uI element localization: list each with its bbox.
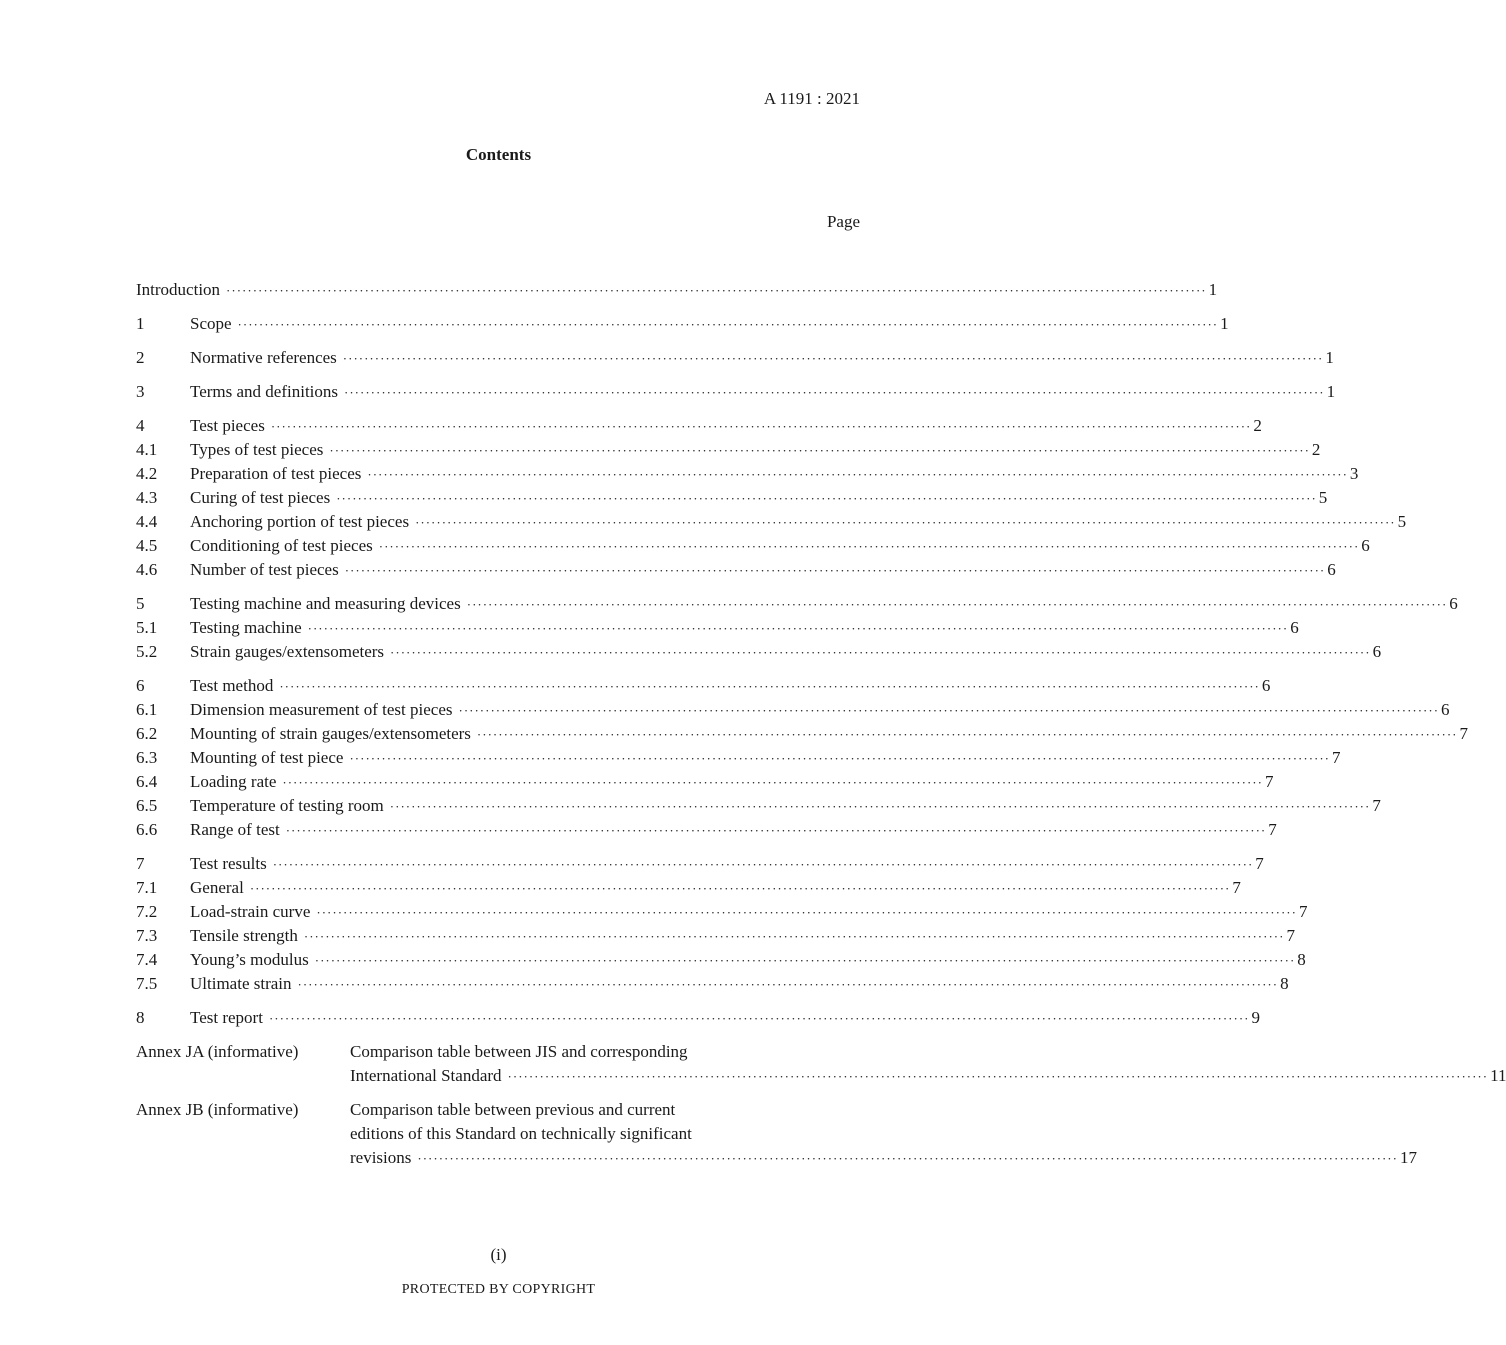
dot-leader [458,699,1439,723]
toc-entry-title: Mounting of test piece [190,748,344,767]
toc-entry-number: 6 [136,676,145,695]
toc-entry-page: 1 [1326,382,1336,401]
toc-entry-page: 1 [1325,348,1334,367]
dot-leader [344,381,1325,405]
toc-entry-title: Temperature of testing room [190,796,384,815]
toc-entry-title: Conditioning of test pieces [190,536,373,555]
toc-entry-page: 1 [1208,280,1218,299]
toc-entry[interactable] [136,616,1299,640]
toc-entry-page: 5 [1397,512,1407,531]
toc-entry-title: Test method [190,676,274,695]
toc-entry-title: Test report [190,1008,263,1027]
toc-entry-title: Curing of test pieces [190,488,331,507]
toc-entry-page: 6 [1327,560,1336,579]
toc-entry-page: 7 [1268,820,1277,839]
toc-entry[interactable] [136,414,1262,438]
toc-entry-number: 5 [136,594,145,613]
toc-entry-title: Test pieces [190,416,265,435]
toc-entry-title: Scope [190,314,232,333]
toc-entry[interactable] [136,462,1359,486]
toc-entry-title: Anchoring portion of test pieces [190,512,410,531]
dot-leader [286,819,1267,843]
toc-entry-number: 6.1 [136,700,158,719]
toc-entry-number: 4.2 [136,464,158,483]
toc-entry-page: 2 [1253,416,1262,435]
toc-entry-title: Dimension measurement of test pieces [190,700,453,719]
copyright-notice: PROTECTED BY COPYRIGHT [401,1282,596,1297]
toc-entry[interactable] [136,380,1336,404]
toc-entry-title: Types of test pieces [190,440,324,459]
dot-leader [298,973,1279,997]
annex-title-line: Comparison table between JIS and corresponding [350,1042,688,1061]
toc-entry-page: 7 [1232,878,1241,897]
dot-leader [271,415,1252,439]
dot-leader [269,1007,1250,1031]
toc-entry-title: Normative references [190,348,337,367]
annex-page: 17 [1399,1148,1417,1167]
toc-entry-number: 4.1 [136,440,158,459]
toc-entry-number: 4.5 [136,536,158,555]
annex-title-line: International Standard [350,1066,502,1085]
dot-leader [304,925,1285,949]
toc-entry[interactable] [136,312,1229,336]
toc-entry[interactable] [136,852,1264,876]
dot-leader [308,617,1289,641]
page-folio: (i) [490,1245,507,1264]
dot-leader [367,463,1348,487]
toc-entry[interactable] [136,722,1468,746]
toc-entry[interactable] [136,278,1218,302]
toc-entry-number: 8 [136,1008,145,1027]
toc-entry[interactable] [136,510,1407,534]
toc-entry-page: 7 [1255,854,1264,873]
toc-entry[interactable] [136,924,1295,948]
toc-entry[interactable] [136,818,1277,842]
toc-entry-page: 6 [1449,594,1458,613]
toc-entry[interactable] [136,640,1382,664]
dot-leader [250,877,1231,901]
toc-entry[interactable] [136,534,1370,558]
toc-entry-page: 5 [1318,488,1328,507]
toc-entry[interactable] [136,558,1336,582]
dot-leader [415,511,1396,535]
annex-title [350,1040,1506,1088]
toc-entry-number: 7 [136,854,145,873]
dot-leader [417,1147,1398,1171]
toc-entry-title: Loading rate [190,772,277,791]
toc-entry[interactable] [136,770,1274,794]
dot-leader [390,641,1371,665]
toc-entry-number: 7.5 [136,974,158,993]
annex-title-line: editions of this Standard on technically significant [350,1124,692,1143]
toc-entry-page: 8 [1280,974,1289,993]
toc-entry[interactable] [136,346,1334,370]
toc-entry-number: 5.1 [136,618,158,637]
toc-entry-page: 6 [1261,676,1271,695]
toc-entry-number: 7.1 [136,878,158,897]
toc-entry[interactable] [136,486,1328,510]
dot-leader [467,593,1448,617]
annex-label: Annex JA (informative) [136,1042,299,1061]
toc-entry-page: 6 [1441,700,1450,719]
toc-entry-number: 6.5 [136,796,158,815]
dot-leader [349,747,1330,771]
toc-entry-number: 4 [136,416,145,435]
toc-entry-page: 6 [1290,618,1299,637]
toc-entry-page: 7 [1286,926,1295,945]
dot-leader [390,795,1371,819]
standard-code: A 1191 : 2021 [763,89,860,108]
toc-entry-page: 7 [1264,772,1274,791]
toc-entry-page: 9 [1251,1008,1260,1027]
toc-entry-number: 4.3 [136,488,158,507]
toc-entry-page: 6 [1361,536,1370,555]
toc-entry-title: Ultimate strain [190,974,292,993]
dot-leader [343,347,1324,371]
toc-entry-number: 6.6 [136,820,158,839]
toc-entry-page: 7 [1459,724,1468,743]
annex-entry[interactable] [136,1040,1506,1088]
toc-entry-title: Mounting of strain gauges/extensometers [190,724,471,743]
toc-entry[interactable] [136,900,1308,924]
dot-leader [508,1065,1489,1089]
toc-entry-number: 6.3 [136,748,158,767]
toc-entry[interactable] [136,1006,1260,1030]
toc-entry-number: 4.6 [136,560,158,579]
dot-leader [282,771,1263,795]
toc-entry-number: 3 [136,382,145,401]
toc-entry-title: Terms and definitions [190,382,339,401]
toc-entry[interactable] [136,438,1321,462]
toc-entry[interactable] [136,592,1458,616]
dot-leader [329,439,1310,463]
annex-title-line: revisions [350,1148,412,1167]
toc-entry-page: 7 [1332,748,1341,767]
toc-entry[interactable] [136,698,1450,722]
toc-entry-title: Preparation of test pieces [190,464,362,483]
toc-entry-page: 7 [1298,902,1308,921]
toc-entry-number: 2 [136,348,145,367]
dot-leader [273,853,1254,877]
annex-label: Annex JB (informative) [136,1100,299,1119]
toc-entry-title: Introduction [136,280,221,299]
toc-entry[interactable] [136,746,1341,770]
page-title: Contents [465,145,532,164]
toc-entry-page: 6 [1372,642,1382,661]
toc-entry-title: Tensile strength [190,926,298,945]
toc-entry[interactable] [136,674,1271,698]
toc-entry-title: Load-strain curve [190,902,311,921]
dot-leader [316,901,1297,925]
dot-leader [226,279,1207,303]
toc-entry-title: Range of test [190,820,280,839]
toc-entry-page: 2 [1311,440,1321,459]
toc-entry-number: 7.4 [136,950,158,969]
annex-title [350,1098,1417,1170]
toc-entry[interactable] [136,876,1241,900]
toc-entry-number: 6.2 [136,724,158,743]
toc-entry-page: 8 [1297,950,1306,969]
dot-leader [315,949,1296,973]
toc-entry-title: Strain gauges/extensometers [190,642,385,661]
toc-entry-title: Test results [190,854,267,873]
toc-entry-number: 4.4 [136,512,158,531]
toc-entry-title: Testing machine and measuring devices [190,594,461,613]
dot-leader [279,675,1260,699]
toc-entry-title: Number of test pieces [190,560,339,579]
toc-entry-title: Young’s modulus [190,950,309,969]
toc-entry-page: 1 [1220,314,1229,333]
dot-leader [379,535,1360,559]
toc-entry-number: 5.2 [136,642,158,661]
toc-entry-number: 7.3 [136,926,158,945]
dot-leader [477,723,1458,747]
toc-entry-page: 7 [1372,796,1381,815]
toc-entry[interactable] [136,948,1306,972]
toc-entry-number: 7.2 [136,902,158,921]
dot-leader [345,559,1326,583]
toc-entry-page: 3 [1349,464,1359,483]
toc-entry[interactable] [136,972,1289,996]
dot-leader [238,313,1219,337]
annex-entry[interactable] [136,1098,1417,1170]
dot-leader [336,487,1317,511]
annex-page: 11 [1490,1066,1506,1085]
toc-entry-title: General [190,878,244,897]
table-of-contents [136,278,1506,1170]
annex-title-line: Comparison table between previous and current [350,1100,676,1119]
toc-entry-number: 6.4 [136,772,158,791]
toc-entry[interactable] [136,794,1381,818]
page-column-label: Page [826,212,860,231]
toc-entry-number: 1 [136,314,145,333]
toc-entry-title: Testing machine [190,618,302,637]
